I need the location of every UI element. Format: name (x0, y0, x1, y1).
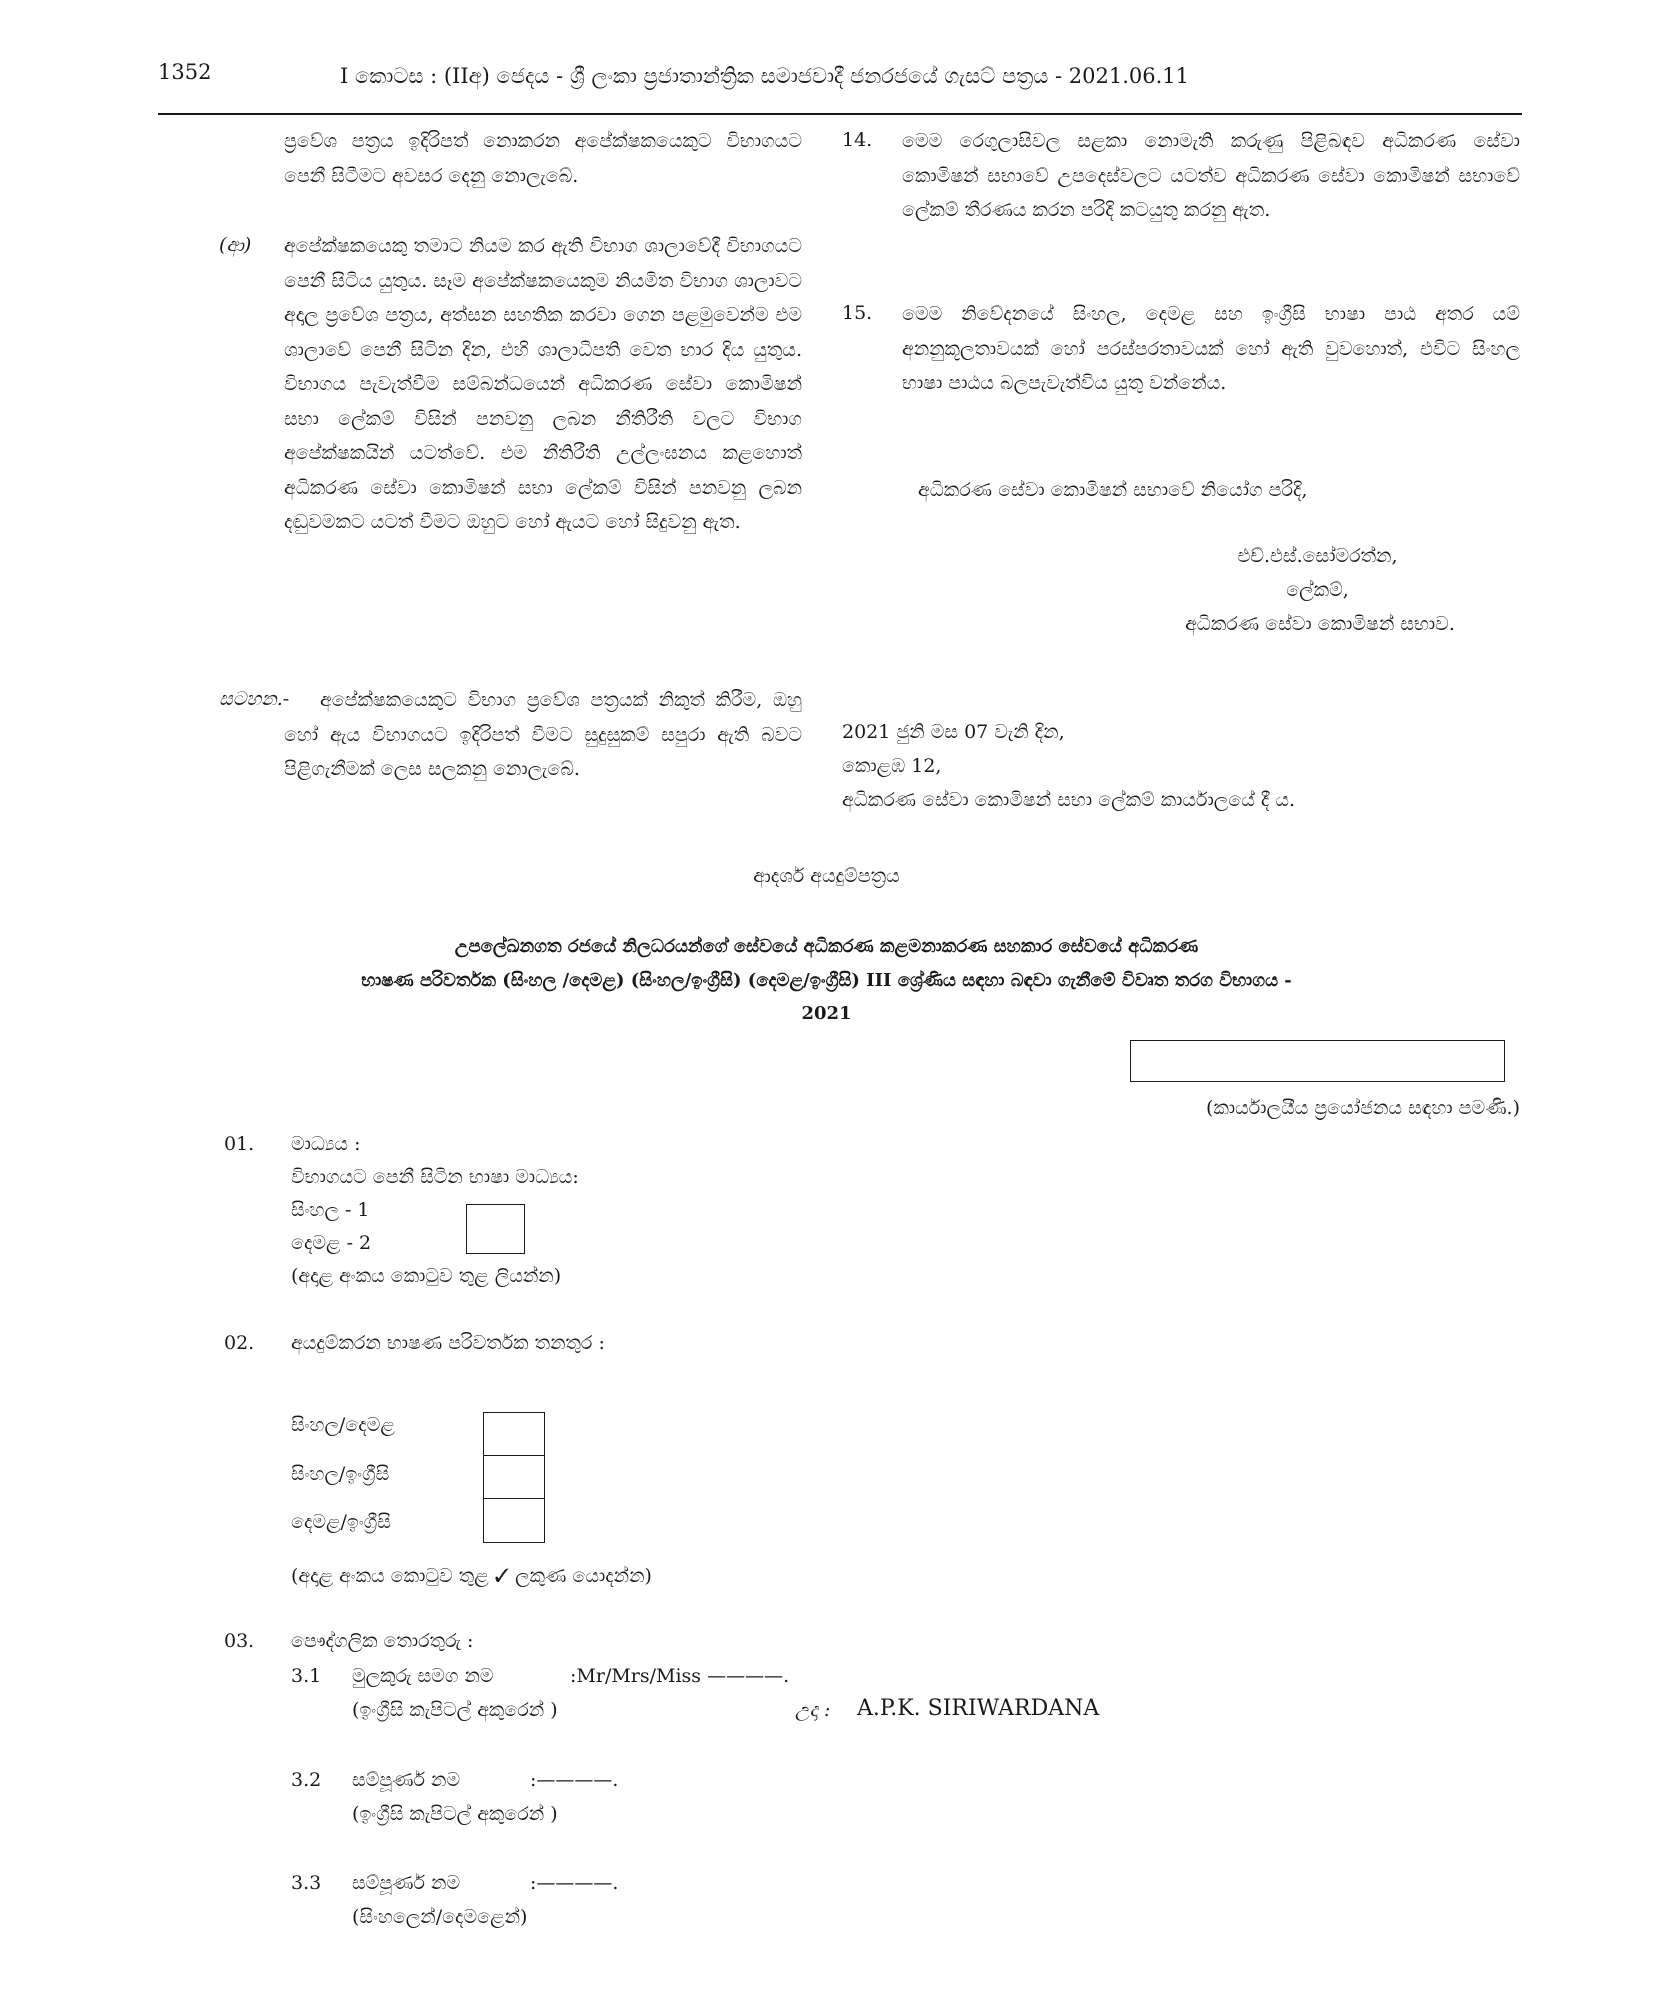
issue-date: 2021 ජුනි මස 07 වැනි දින, (842, 721, 1065, 743)
item-3-1-subtitle: (ඉංග්‍රීසි කැපිටල් අකුරෙන් ) (352, 1699, 558, 1721)
issue-office: අධිකරණ සේවා කොමිෂන් සභා ලේකම් කාර්යාලයේ දී ය. (842, 789, 1296, 811)
section-02-number: 02. (224, 1332, 255, 1354)
signatory-org: අධිකරණ සේවා කොමිෂන් සභාව. (1185, 613, 1455, 635)
page-number: 1352 (158, 60, 212, 84)
rule-14-text: මෙම රෙගුලාසිවල සළකා නොමැති කරුණු පිළිබඳව අධිකරණ සේවා කොමිෂන් සභාවේ උපදෙස්වලට යටත්ව අධිකරණ සේවා කොමිෂන් සභාවේ ලේකම් තීරණය කරන පරිදි කටයුතු කරනු ඇත. (902, 130, 1520, 221)
medium-option-tamil: දෙමළ - 2 (291, 1232, 372, 1254)
left-paragraph-0: ප්‍රවේශ පත්‍රය ඉදිරිපත් නොකරන අපේක්ෂකයෙකුට විභාගයට පෙනී සිටීමට අවසර දෙනු නොලැබේ. (284, 130, 802, 187)
item-3-3-subtitle: (සිංහලෙන්/දෙමළෙන්) (352, 1906, 528, 1928)
post-option-sinhala-english: සිංහල/ඉංග්‍රීසි (291, 1463, 390, 1485)
section-02-title: අයදුම්කරන භාෂණ පරිවර්තක තනතුර : (291, 1332, 605, 1354)
section-01-subtitle: විභාගයට පෙනී සිටින භාෂා මාධ්‍යය: (291, 1166, 579, 1188)
section-03-number: 03. (224, 1630, 255, 1652)
rule-15-number: 15. (842, 302, 873, 324)
note-label: සටහන.- (219, 688, 290, 710)
form-title-line-3: 2021 (801, 1003, 852, 1024)
form-title-line-2: භාෂණ පරිවර්තක (සිංහල /දෙමළ) (සිංහල/ඉංග්‍රීසි) (දෙමළ/ඉංග්‍රීසි) III ශ්‍රේණිය සඳහා බඳවා ගැනීමේ විවෘත තරග විභාගය - (361, 970, 1292, 991)
rule-15-text: මෙම නිවේදනයේ සිංහල, දෙමළ සහ ඉංග්‍රීසි භාෂා පාඨ අතර යම් අනනුකූලතාවයක් හෝ පරස්පරතාවයක් හෝ ඇති වුවහොත්, එවිට සිංහල භාෂා පාඨය බලපැවැත්විය යුතු වන්නේය. (902, 303, 1520, 394)
medium-option-sinhala: සිංහල - 1 (291, 1199, 370, 1221)
item-3-1-value[interactable]: :Mr/Mrs/Miss ————. (570, 1665, 790, 1687)
item-3-1-example-value: A.P.K. SIRIWARDANA (857, 1696, 1100, 1721)
item-aa-text: අපේක්ෂකයෙකු තමාට නියම කර ඇති විභාග ශාලාවේදී විභාගයට පෙනී සිටිය යුතුය. සෑම අපේක්ෂකයෙකුම නියමිත විභාග ශාලාවට අදාල ප්‍රවේශ පත්‍රය, අත්සන සහතික කරවා ගෙන පළමුවෙන්ම එම ශාලාවේ පෙනී සිටින දින, එහි ශාලාධිපති වෙත භාර දිය යුතුය. විභාගය පැවැත්වීම සම්බන්ධයෙන් අධිකරණ සේවා කොමිෂන් සභා ලේකම් විසින් පනවනු ලබන නීතිරීති වලට විභාග අපේක්ෂකයින් යටත්වේ. එම නීතිරීති උල්ලංඝනය කළහොත් අධිකරණ සේවා කොමිෂන් සභා ලේකම් විසින් පනවනු ලබන දඬුවමකට යටත් වීමට ඔහුට හෝ ඇයට හෝ සිදුවනු ඇත. (284, 235, 802, 533)
note-text: අපේක්ෂකයෙකුට විභාග ප්‍රවේශ පත්‍රයක් නිකුත් කිරීම, ඔහු හෝ ඇය විභාගයට ඉදිරිපත් වීමට සුදුසුකම් සපුරා ඇති බවට පිළිගැනීමක් ලෙස සලකනු නොලැබේ. (284, 689, 802, 780)
item-3-3-number: 3.3 (291, 1872, 322, 1894)
item-3-2-label: සම්පූර්ණ නම (352, 1769, 461, 1791)
post-checkbox-tamil-english[interactable] (483, 1498, 545, 1543)
post-option-tamil-english: දෙමළ/ඉංග්‍රීසි (291, 1511, 391, 1533)
post-option-sinhala-tamil: සිංහල/දෙමළ (291, 1414, 395, 1436)
item-3-2-value[interactable]: :————. (530, 1769, 619, 1791)
section-01-hint: (අදාළ අංකය කොටුව තුළ ලියන්න) (291, 1265, 562, 1287)
header-rule (158, 113, 1522, 115)
running-title: I කොටස : (IIඅ) ජෙදය - ශ්‍රී ලංකා ප්‍රජාතාන්ත්‍රික සමාජවාදී ජනරජයේ ගැසට් පත්‍රය - 2021.06.11 (340, 64, 1190, 88)
office-use-box[interactable] (1130, 1040, 1505, 1082)
item-3-1-example-label: උදා : (795, 1699, 831, 1721)
form-title-line-1: උපලේඛනගත රජයේ නිලධරයන්ගේ සේවයේ අධිකරණ කළමනාකරණ සහකාර සේවයේ අධිකරණ (454, 936, 1199, 957)
post-checkbox-sinhala-tamil[interactable] (483, 1412, 545, 1457)
section-03-title: පෞද්ගලික තොරතුරු : (291, 1630, 474, 1652)
signatory-name: එච්.එස්.සෝමරත්න, (1237, 545, 1398, 567)
post-checkbox-sinhala-english[interactable] (483, 1455, 545, 1500)
item-aa-marker: (ආ) (219, 234, 252, 256)
signatory-title: ලේකම්, (1286, 579, 1349, 601)
rule-14-number: 14. (842, 129, 873, 151)
section-01-title: මාධ්‍යය : (291, 1133, 361, 1155)
item-3-2-number: 3.2 (291, 1769, 322, 1791)
item-3-3-label: සම්පූර්ණ නම (352, 1872, 461, 1894)
section-01-number: 01. (224, 1133, 255, 1155)
item-3-1-label: මුලකුරු සමග නම (352, 1665, 494, 1687)
issue-place: කොළඹ 12, (842, 755, 942, 777)
model-application-title: ආදර්ශ අයදුම්පත්‍රය (753, 865, 900, 887)
order-line: අධිකරණ සේවා කොමිෂන් සභාවේ නියෝග පරිදි, (918, 479, 1308, 501)
section-02-hint: (අදාළ අංකය කොටුව තුළ ✓ ලකුණ යොදන්න) (291, 1565, 652, 1587)
item-3-1-number: 3.1 (291, 1665, 322, 1687)
item-3-2-subtitle: (ඉංග්‍රීසි කැපිටල් අකුරෙන් ) (352, 1803, 558, 1825)
medium-input-box[interactable] (466, 1204, 525, 1254)
office-use-label: (කාර්යාලයීය ප්‍රයෝජනය සඳහා පමණි.) (1206, 1097, 1520, 1119)
item-3-3-value[interactable]: :————. (530, 1872, 619, 1894)
